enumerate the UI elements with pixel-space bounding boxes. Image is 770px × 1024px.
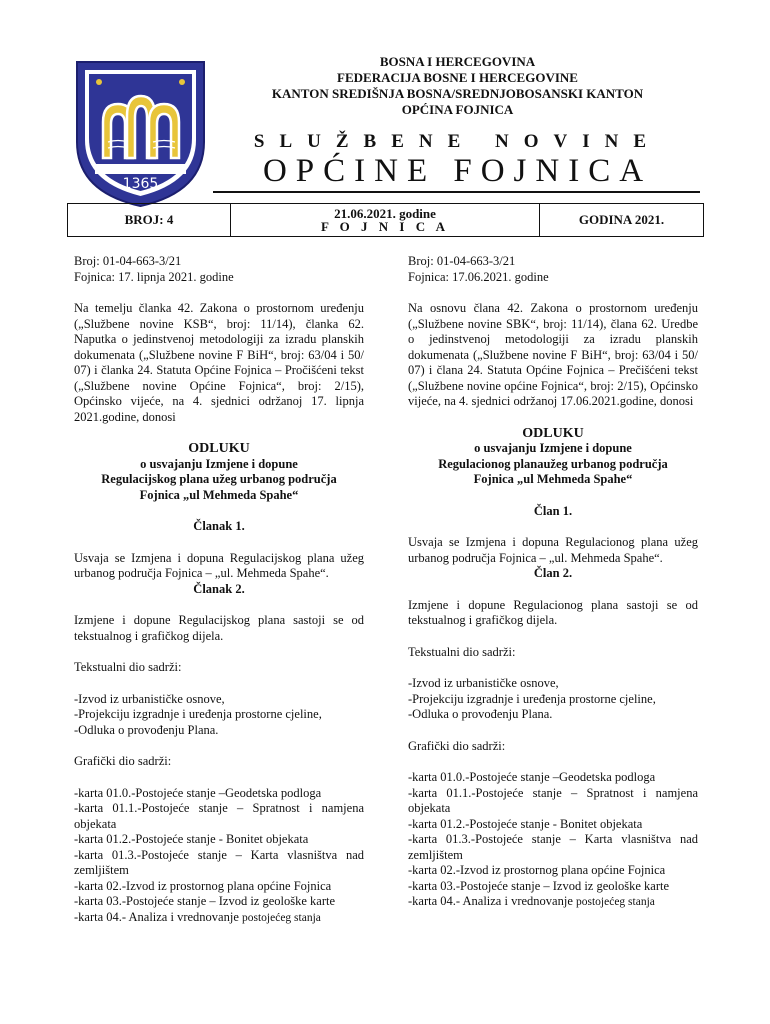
article-1-text: Usvaja se Izmjena i dopuna Regulacionog plana užeg urbanog područja Fojnica – „ul. Mehmeda Spahe“. [408,535,698,565]
list-item: -karta 03.-Postojeće stanje – Izvod iz geološke karte [408,878,670,893]
textual-part-label: Tekstualni dio sadrži: [408,644,516,659]
list-item: -Projekciju izgradnje i uređenja prostorne cjeline, [74,707,322,721]
article-1-heading: Član 1. [533,503,573,518]
issue-number: BROJ: 4 [68,204,231,236]
header-rule [213,191,700,193]
article-2-text: Izmjene i dopune Regulacionog plana sastoji se od tekstualnog i grafičkog dijela. [408,597,698,627]
decision-subtitle-1: o usvajanju Izmjene i dopune [474,441,632,455]
issue-year: GODINA 2021. [578,212,665,227]
header-line-country: BOSNA I HERCEGOVINA [379,54,536,69]
textual-part-label: Tekstualni dio sadrži: [74,660,182,674]
article-1-heading: Članak 1. [193,519,245,533]
list-item: -Izvod iz urbanističke osnove, [408,676,559,690]
list-item-part: -karta 04.- Analiza i vrednovanje [74,909,239,924]
crest-year: 1365 [122,176,159,192]
list-item: -Odluka o provođenju Plana. [408,707,553,721]
list-item-part: postojećeg stanja [576,896,655,908]
reference-number: Broj: 01-04-663-3/21 [408,254,516,268]
list-item [408,894,698,911]
intro-paragraph: Na osnovu člana 42. Zakona o prostornom uređenju („Službene novine SBK“, broj: 11/14), člana 62. Uredbe o jedinstvenoj metodologiji za izradu planskih dokumenata („Službene novine F BiH“, broj: 63/04 i 50/ 07) i člana 24. Statuta Općine Fojnica – Prečišćeni tekst („Službene novine općine Fojnica“, broj: 2/15), Općinsko vijeće, na 4. sjednici održanoj 17.06.2021.godine, donosi [408,301,698,408]
list-item: -Izvod iz urbanističke osnove, [74,691,225,706]
issue-place: F O J N I C A [320,219,450,234]
article-2-text: Izmjene i dopune Regulacijskog plana sastoji se od tekstualnog i grafičkog dijela. [74,613,364,643]
list-item: -karta 02.-Izvod iz prostornog plana općine Fojnica [408,863,666,877]
list-item: -karta 01.1.-Postojeće stanje – Spratnost i namjena objekata [408,785,698,815]
article-2-heading: Član 2. [533,566,573,580]
issue-date: 21.06.2021. godine [334,206,436,221]
list-item: -karta 02.-Izvod iz prostornog plana općine Fojnica [74,878,332,893]
list-item: -karta 01.2.-Postojeće stanje - Bonitet objekata [74,832,309,846]
graphic-part-label: Grafički dio sadrži: [408,738,506,753]
decision-subtitle-3: Fojnica „ul Mehmeda Spahe“ [473,472,633,486]
article-1-text: Usvaja se Izmjena i dopuna Regulacijskog plana užeg urbanog područja Fojnica – „ul. Mehmeda Spahe“. [74,550,364,580]
intro-paragraph: Na temelju članka 42. Zakona o prostornom uređenju („Službene novine KSB“, broj: 11/14), članka 62. Naputka o jedinstvenoj metodologiji za izradu planskih dokumenata („Službene novine F BiH“, broj: 63/04 i 50/ 07) i članka 24. Statuta Općine Fojnica – Pročišćeni tekst („Službene novine Općine Fojnica“, broj: 2/15), Općinsko vijeće, na 4. sjednici održanoj 17. lipnja 2021.godine, donosi [74,301,364,424]
coat-of-arms-logo [73,60,208,208]
header-line-federation: FEDERACIJA BOSNE I HERCEGOVINE [337,70,578,85]
list-item: -Projekciju izgradnje i uređenja prostorne cjeline, [408,691,656,706]
decision-subtitle-1: o usvajanju Izmjene i dopune [140,456,298,471]
list-item: -karta 01.3.-Postojeće stanje – Karta vlasništva nad zemljištem [408,832,698,862]
graphic-part-label: Grafički dio sadrži: [74,754,172,768]
list-item: -karta 03.-Postojeće stanje – Izvod iz geološke karte [74,894,336,908]
reference-number: Broj: 01-04-663-3/21 [74,254,182,268]
list-item: -karta 01.0.-Postojeće stanje –Geodetska podloga [408,770,656,784]
list-item: -karta 01.0.-Postojeće stanje –Geodetska podloga [74,785,322,800]
list-item: -Odluka o provođenju Plana. [74,722,219,737]
decision-heading: ODLUKU [522,425,584,441]
gazette-title-line2: OPĆINE FOJNICA [262,153,653,189]
decision-subtitle-3: Fojnica „ul Mehmeda Spahe“ [139,487,299,502]
header-line-municipality: OPĆINA FOJNICA [401,102,514,117]
reference-date: Fojnica: 17.06.2021. godine [408,269,549,284]
header-line-canton: KANTON SREDIŠNJA BOSNA/SREDNJOBOSANSKI KANTON [271,86,644,101]
list-item: -karta 01.3.-Postojeće stanje – Karta vlasništva nad zemljištem [74,847,364,877]
list-item: -karta 01.1.-Postojeće stanje – Spratnost i namjena objekata [74,801,364,831]
issue-date-place [231,204,540,236]
decision-heading: ODLUKU [188,441,250,456]
reference-date: Fojnica: 17. lipnja 2021. godine [74,269,234,284]
issue-info-box [67,203,704,237]
list-item: -karta 01.2.-Postojeće stanje - Bonitet objekata [408,816,643,831]
right-column [408,254,698,911]
decision-subtitle-2: Regulacijskog plana užeg urbanog područja [101,472,337,486]
list-item-part: -karta 04.- Analiza i vrednovanje [408,894,573,908]
decision-subtitle-2: Regulacionog planaužeg urbanog područja [438,456,668,471]
article-2-heading: Članak 2. [193,581,245,596]
gazette-title-line1: SLUŽBENE NOVINE [253,131,662,152]
list-item-part: postojećeg stanja [242,911,321,924]
left-column [74,254,364,926]
list-item [74,910,364,927]
masthead-header [215,54,700,118]
